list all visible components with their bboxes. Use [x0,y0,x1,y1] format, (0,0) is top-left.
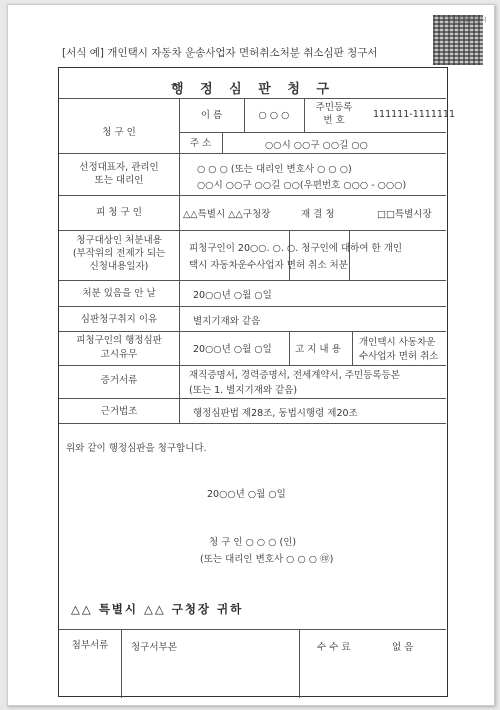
petition-date: 20○○년 ○월 ○일 [207,489,286,500]
divider [59,365,446,366]
divider [59,153,446,154]
known-date-value: 20○○년 ○월 ○일 [193,290,272,301]
petition-form [58,67,456,697]
addressee: △△ 특별시 △△ 구청장 귀하 [71,602,244,616]
notice-label-line1: 피청구인의 행정심판 [76,335,162,346]
representative-label-line2: 또는 대리인 [94,175,144,186]
reason-label: 심판청구취지 이유 [80,314,158,325]
id-label-line2: 번 호 [323,115,345,126]
divider [179,132,446,133]
address-value: ○○시 ○○구 ○○길 ○○ [265,140,368,151]
evidence-label: 증거서류 [100,375,138,386]
divider [59,280,446,281]
id-label-line1: 주민등록 [315,102,353,113]
disposition-label-line2: (부작위의 전제가 되는 [72,248,166,259]
notice-content-line1: 개인택시 사동차운 [359,337,436,348]
evidence-value-line1: 재직증명서, 경력증명서, 전세계약서, 주민등록등본 [189,370,400,381]
divider [59,629,446,630]
known-date-label: 처분 있음을 안 날 [82,288,156,299]
legal-basis-label: 근거법조 [100,406,138,417]
column-divider [349,230,350,280]
column-divider [299,629,300,698]
notice-label-line2: 고시유무 [100,349,138,360]
form-title: 행 정 심 판 청 구 [171,82,335,97]
column-divider [289,331,290,365]
representative-value-line1: ○ ○ ○ (또는 대리인 변호사 ○ ○ ○) [197,164,352,175]
fee-label: 수 수 료 [317,642,351,653]
signature-line: 청 구 인 ○ ○ ○ (인) [209,537,297,548]
disposition-label-line1: 청구대상인 처분내용 [76,235,162,246]
representative-label-line1: 선정대표자, 관리인 [79,162,159,173]
address-label: 주 소 [189,138,212,149]
respondent-value: △△특별시 △△구청장 [183,209,271,220]
evidence-value-line2: (또는 1. 별지기재와 같음) [189,385,298,396]
claimant-label: 청 구 인 [102,127,136,138]
notice-value: 20○○년 ○월 ○일 [193,344,272,355]
attachments-value: 청구서부본 [131,642,177,653]
disposition-label-line3: 신청내용일자) [89,261,149,272]
petition-statement: 위와 같이 행정심판을 청구합니다. [66,443,207,454]
disposition-value-line1: 피청구인이 20○○. ○. ○. 청구인에 대하여 한 개인 [189,243,403,254]
divider [59,98,446,99]
document-header-title: [서식 예] 개인택시 자동차 운송사업자 면허취소처분 취소심판 청구서 [62,47,378,59]
column-divider [352,331,353,365]
id-value: 111111-1111111 [373,109,456,120]
column-divider [289,230,290,280]
representative-value-line2: ○○시 ○○구 ○○길 ○○(우편번호 ○○○ - ○○○) [197,180,407,191]
committee-value: □□특별시장 [377,209,432,220]
notice-content-line2: 수사업자 면허 취소 [359,351,439,362]
legal-basis-value: 행정심판법 제28조, 동법시행령 제20조 [193,408,358,419]
reason-value: 별지기재와 같음 [193,316,261,327]
divider [59,306,446,307]
attorney-signature-line: (또는 대리인 변호사 ○ ○ ○ ㊞) [200,554,334,565]
divider [59,331,446,332]
committee-label: 재 결 청 [301,209,335,220]
disposition-value-line2: 택시 자동차운수사업자 면허 취소 처분 [189,260,348,271]
fee-value: 없 음 [392,642,414,653]
document-page [7,4,495,706]
attachments-label: 첨부서류 [71,640,109,651]
qr-caption: 국가법령정보센터 [440,17,487,24]
column-divider [222,132,223,153]
name-value: ○ ○ ○ [258,110,290,121]
divider [59,423,446,424]
divider [59,195,446,196]
divider [59,398,446,399]
notice-content-label: 고 지 내 용 [295,344,341,355]
respondent-label: 피 청 구 인 [96,207,142,218]
name-label: 이 름 [200,110,223,121]
column-divider [121,629,122,698]
divider [59,230,446,231]
